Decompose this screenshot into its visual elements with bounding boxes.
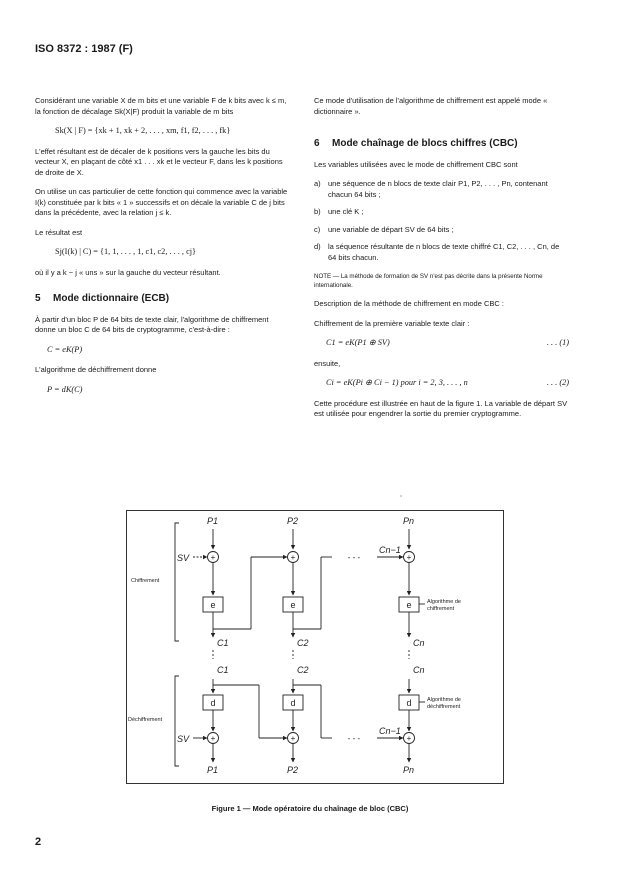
label-dechiffrement: Déchiffrement bbox=[128, 717, 163, 723]
bracket-dec bbox=[175, 676, 179, 766]
cbc-diagram bbox=[127, 511, 503, 783]
label-p1-out: P1 bbox=[207, 765, 219, 775]
section-heading bbox=[314, 139, 569, 150]
document-header: ISO 8372 : 1987 (F) bbox=[35, 43, 133, 55]
label-c2-enc: C2 bbox=[297, 638, 309, 648]
equation-1: C1 = eK(P1 ⊕ SV) . . . (1) bbox=[326, 338, 569, 347]
label-c1-dec: C1 bbox=[217, 665, 229, 675]
label-cn-dec: Cn bbox=[413, 665, 425, 675]
dec-box-1-label: d bbox=[210, 698, 216, 708]
label-cn-1-dec: Cn−1 bbox=[379, 726, 401, 736]
equation-number: . . . (1) bbox=[546, 338, 569, 347]
dec-box-2-label: d bbox=[290, 698, 296, 708]
label-p2-out: P2 bbox=[287, 765, 299, 775]
paragraph: À partir d'un bloc P de 64 bits de texte clair, l'algorithme de chiffrement donne un bloc C de 64 bits de cryptogramme, c'est-à-dire : bbox=[35, 314, 269, 334]
section-title: Mode chaînage de blocs chiffres (CBC) bbox=[332, 138, 518, 149]
label-sv-dec: SV bbox=[177, 734, 190, 744]
section-heading bbox=[35, 294, 290, 305]
label-algo-dec-1: Algorithme de bbox=[427, 697, 461, 703]
list-item: a) une séquence de n blocs de texte clair P1, P2, . . . , Pn, contenant chacun 64 bits ; bbox=[314, 179, 548, 199]
list-item: b) une clé K ; bbox=[314, 207, 364, 216]
label-algo-dec-2: déchiffrement bbox=[427, 704, 461, 710]
paragraph: Description de la méthode de chiffrement en mode CBC : bbox=[314, 299, 504, 308]
dec-box-n-label: d bbox=[406, 698, 412, 708]
equation: C = eK(P) bbox=[47, 344, 83, 354]
equation: Sk(X | F) = {xk + 1, xk + 2, . . . , xm, f1, f2, . . . , fk} bbox=[55, 126, 231, 135]
label-sv-enc: SV bbox=[177, 553, 190, 563]
paragraph: Considérant une variable X de m bits et une variable F de k bits avec k ≤ m, la fonction de décalage Sk(X|F) produit la variable de m bits bbox=[35, 96, 287, 116]
label-pn-out: Pn bbox=[403, 765, 415, 775]
label-c1-enc: C1 bbox=[217, 638, 229, 648]
xor-dec-n-symbol: + bbox=[406, 734, 412, 743]
cbc-figure bbox=[126, 510, 504, 784]
page-number: 2 bbox=[35, 836, 42, 848]
dashes-enc: - - - bbox=[347, 553, 361, 562]
note: NOTE — La méthode de formation de SV n'est pas décrite dans la présente Norme internationale. bbox=[314, 273, 543, 289]
xor-enc-2-symbol: + bbox=[290, 553, 296, 562]
left-column bbox=[35, 96, 290, 405]
list-item: d) la séquence résultante de n blocs de texte chiffré C1, C2, . . . , Cn, de 64 bits chacun. bbox=[314, 242, 560, 262]
label-algo-enc-2: chiffrement bbox=[427, 606, 455, 612]
paragraph: Le résultat est bbox=[35, 227, 83, 237]
bracket-enc bbox=[175, 523, 179, 641]
right-column bbox=[314, 96, 569, 429]
xor-dec-1-symbol: + bbox=[210, 734, 216, 743]
equation-number: . . . (2) bbox=[546, 378, 569, 387]
label-cn-enc: Cn bbox=[413, 638, 425, 648]
label-pn: Pn bbox=[403, 516, 415, 526]
xor-dec-2-symbol: + bbox=[290, 734, 296, 743]
equation: P = dK(C) bbox=[47, 384, 83, 394]
paragraph: Chiffrement de la première variable texte clair : bbox=[314, 318, 470, 328]
xor-enc-n-symbol: + bbox=[406, 553, 412, 562]
equation: Sj(I(k) | C) = {1, 1, . . . , 1, c1, c2, . . . , cj} bbox=[55, 247, 197, 256]
paragraph: On utilise un cas particulier de cette fonction qui commence avec la variable I(k) constituée par k bits « 1 » successifs et on décale la variable C de j bits dans la précédente, avec la relation j ≤ k. bbox=[35, 187, 288, 217]
section-number: 5 bbox=[35, 293, 41, 304]
list-item: c) une variable de départ SV de 64 bits ; bbox=[314, 224, 454, 234]
section-title: Mode dictionnaire (ECB) bbox=[53, 293, 170, 304]
equation-2: Ci = eK(Pi ⊕ Ci − 1) pour i = 2, 3, . . . , n . . . (2) bbox=[326, 378, 569, 387]
paragraph: Ce mode d'utilisation de l'algorithme de chiffrement est appelé mode « dictionnaire ». bbox=[314, 96, 548, 116]
enc-box-1-label: e bbox=[210, 600, 216, 610]
paragraph: Cette procédure est illustrée en haut de la figure 1. La variable de départ SV est utilisée pour engendrer la sortie du premier cryptogramme. bbox=[314, 398, 568, 418]
enc-box-2-label: e bbox=[290, 600, 296, 610]
paragraph: ensuite, bbox=[314, 358, 341, 368]
label-chiffrement: Chiffrement bbox=[131, 578, 160, 584]
paragraph: Les variables utilisées avec le mode de chiffrement CBC sont bbox=[314, 159, 518, 169]
label-cn-1-enc: Cn−1 bbox=[379, 545, 401, 555]
stray-mark: ˇ bbox=[400, 496, 403, 503]
figure-caption: Figure 1 — Mode opératoire du chaînage de bloc (CBC) bbox=[211, 804, 409, 813]
label-algo-enc-1: Algorithme de bbox=[427, 599, 461, 605]
label-p1: P1 bbox=[207, 516, 219, 526]
label-c2-dec: C2 bbox=[297, 665, 309, 675]
paragraph: L'algorithme de déchiffrement donne bbox=[35, 365, 157, 374]
section-number: 6 bbox=[314, 138, 320, 149]
enc-box-n-label: e bbox=[406, 600, 412, 610]
label-p2: P2 bbox=[287, 516, 299, 526]
paragraph: où il y a k − j « uns » sur la gauche du vecteur résultant. bbox=[35, 267, 221, 277]
dashes-dec: - - - bbox=[347, 734, 361, 743]
xor-enc-1-symbol: + bbox=[210, 553, 216, 562]
paragraph: L'effet résultant est de décaler de k positions vers la gauche les bits du vecteur X, en plaçant de côté x1 . . . xk et le vecteur F, dans les k positions de droite de X. bbox=[35, 146, 283, 177]
